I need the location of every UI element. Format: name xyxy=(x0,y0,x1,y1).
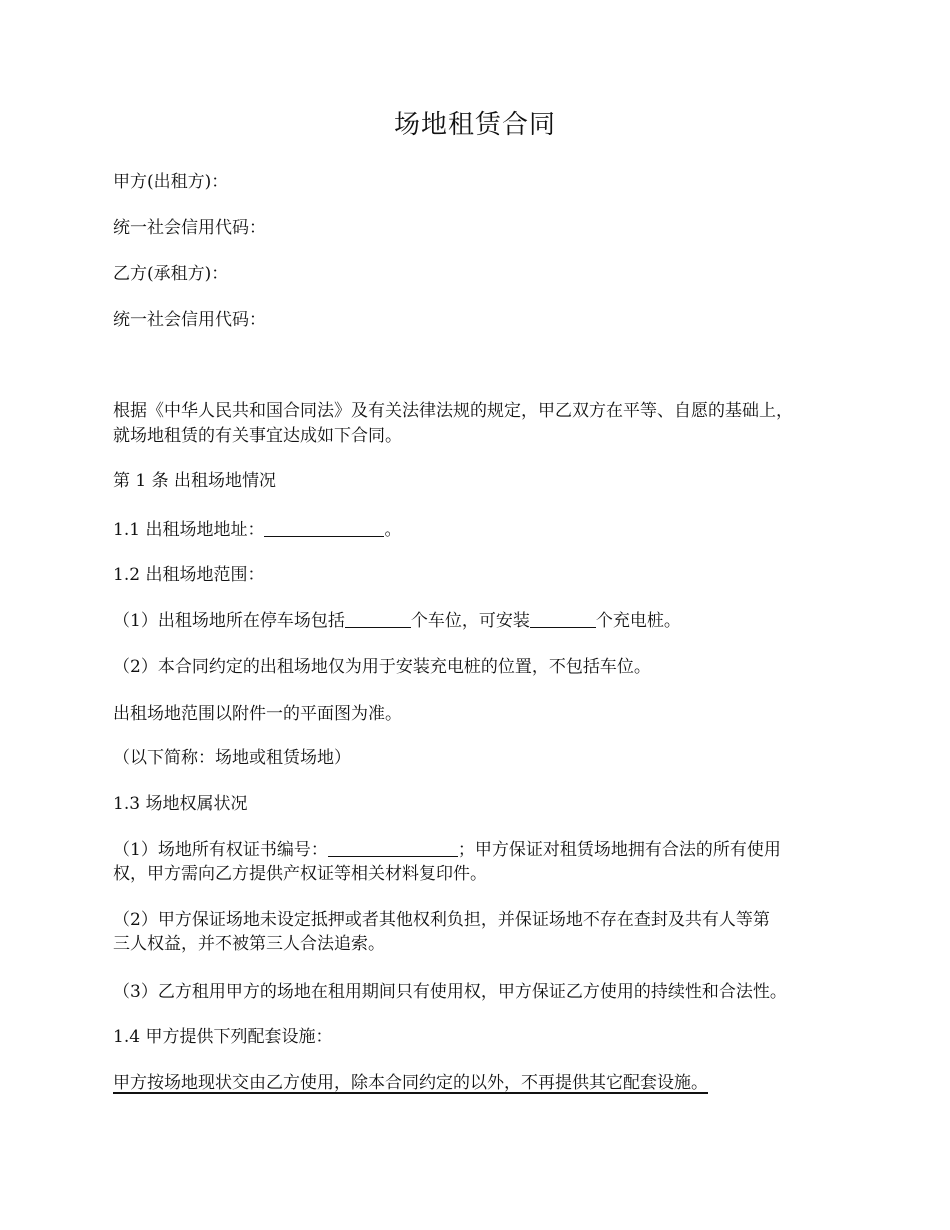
section-1-2-item-2: （2）本合同约定的出租场地仅为用于安装充电桩的位置，不包括车位。 xyxy=(113,657,651,677)
item-1-text-b: 个车位，可安装 xyxy=(410,611,530,631)
facilities-statement: 甲方按场地现状交由乙方使用，除本合同约定的以外，不再提供其它配套设施。 xyxy=(113,1073,708,1093)
party-a-credit-code-label: 统一社会信用代码： xyxy=(113,218,266,238)
section-1-3-item-2-line-2: 三人权益，并不被第三人合法追索。 xyxy=(113,934,385,954)
party-a-label: 甲方(出租方)： xyxy=(113,172,229,192)
section-1-3-item-3: （3）乙方租用甲方的场地在租用期间只有使用权，甲方保证乙方使用的持续性和合法性。 xyxy=(113,982,787,1002)
article-1-heading: 第 1 条 出租场地情况 xyxy=(113,471,277,491)
party-b-credit-code-label: 统一社会信用代码： xyxy=(113,310,266,330)
section-1-2-item-1 xyxy=(113,609,681,633)
page-title: 场地租赁合同 xyxy=(393,110,556,140)
section-1-1-suffix: 。 xyxy=(384,520,402,540)
abbreviation-note: （以下简称：场地或租赁场地） xyxy=(113,748,351,768)
scope-note: 出租场地范围以附件一的平面图为准。 xyxy=(113,704,402,724)
section-1-3-item-1-line-2: 权，甲方需向乙方提供产权证等相关材料复印件。 xyxy=(113,864,487,884)
cert-label: （1）场地所有权证书编号： xyxy=(113,840,328,860)
cert-guarantee-text: ；甲方保证对租赁场地拥有合法的所有使用 xyxy=(457,840,781,860)
section-1-3-item-2-line-1: （2）甲方保证场地未设定抵押或者其他权利负担，并保证场地不存在查封及共有人等第 xyxy=(113,910,770,930)
item-1-text-c: 个充电桩。 xyxy=(595,611,681,631)
section-1-3-heading: 1.3 场地权属状况 xyxy=(113,794,248,814)
preamble-line-1: 根据《中华人民共和国合同法》及有关法律法规的规定，甲乙双方在平等、自愿的基础上， xyxy=(113,401,793,421)
section-1-3-item-1-line-1 xyxy=(113,838,781,862)
section-1-1 xyxy=(113,518,401,542)
certificate-number-blank xyxy=(328,838,458,857)
parking-spaces-blank xyxy=(345,609,411,628)
item-1-text-a: （1）出租场地所在停车场包括 xyxy=(113,611,345,631)
address-blank xyxy=(264,518,384,537)
section-1-2-heading: 1.2 出租场地范围： xyxy=(113,565,265,585)
charging-piles-blank xyxy=(530,609,596,628)
section-1-1-label: 1.1 出租场地地址： xyxy=(113,520,265,540)
section-1-4-text xyxy=(113,1071,708,1095)
party-b-label: 乙方(承租方)： xyxy=(113,264,229,284)
section-1-4-heading: 1.4 甲方提供下列配套设施： xyxy=(113,1027,333,1047)
preamble-line-2: 就场地租赁的有关事宜达成如下合同。 xyxy=(113,426,402,446)
